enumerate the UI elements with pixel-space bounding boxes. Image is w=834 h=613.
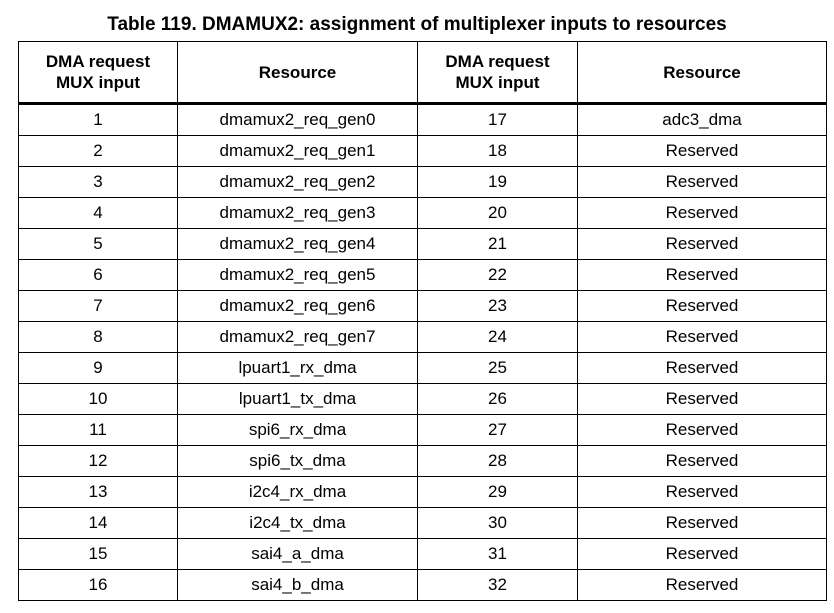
table-row (19, 322, 827, 353)
cell-resource: lpuart1_rx_dma (178, 353, 418, 384)
cell-resource: spi6_rx_dma (178, 415, 418, 446)
cell-mux-input: 12 (19, 446, 178, 477)
cell-mux-input: 32 (418, 570, 578, 601)
cell-mux-input: 15 (19, 539, 178, 570)
cell-resource: Reserved (578, 260, 827, 291)
table-row (19, 104, 827, 136)
table-row (19, 384, 827, 415)
cell-mux-input: 10 (19, 384, 178, 415)
header-mux-input-2 (418, 42, 578, 104)
cell-resource: lpuart1_tx_dma (178, 384, 418, 415)
cell-mux-input: 6 (19, 260, 178, 291)
table-row (19, 260, 827, 291)
cell-mux-input: 19 (418, 167, 578, 198)
cell-mux-input: 2 (19, 136, 178, 167)
header-resource-2 (578, 42, 827, 104)
cell-mux-input: 20 (418, 198, 578, 229)
table-row (19, 353, 827, 384)
table-title: Table 119. DMAMUX2: assignment of multiplexer inputs to resources (107, 14, 727, 35)
cell-mux-input: 5 (19, 229, 178, 260)
cell-resource: Reserved (578, 198, 827, 229)
cell-resource: Reserved (578, 291, 827, 322)
table-row (19, 508, 827, 539)
cell-resource: Reserved (578, 322, 827, 353)
cell-resource: dmamux2_req_gen4 (178, 229, 418, 260)
cell-mux-input: 4 (19, 198, 178, 229)
cell-mux-input: 8 (19, 322, 178, 353)
cell-resource: adc3_dma (578, 104, 827, 136)
table-row (19, 291, 827, 322)
cell-mux-input: 18 (418, 136, 578, 167)
cell-resource: sai4_a_dma (178, 539, 418, 570)
cell-mux-input: 30 (418, 508, 578, 539)
cell-resource: i2c4_rx_dma (178, 477, 418, 508)
cell-resource: Reserved (578, 508, 827, 539)
cell-mux-input: 25 (418, 353, 578, 384)
cell-resource: dmamux2_req_gen1 (178, 136, 418, 167)
cell-resource: Reserved (578, 229, 827, 260)
cell-resource: Reserved (578, 384, 827, 415)
cell-mux-input: 22 (418, 260, 578, 291)
header-resource-1 (178, 42, 418, 104)
table-row (19, 167, 827, 198)
cell-resource: dmamux2_req_gen3 (178, 198, 418, 229)
header-text: DMA request MUX input (45, 52, 151, 92)
cell-mux-input: 7 (19, 291, 178, 322)
header-text: DMA request MUX input (445, 52, 550, 92)
cell-mux-input: 21 (418, 229, 578, 260)
cell-mux-input: 31 (418, 539, 578, 570)
cell-resource: Reserved (578, 167, 827, 198)
cell-mux-input: 17 (418, 104, 578, 136)
cell-resource: Reserved (578, 539, 827, 570)
table-row (19, 136, 827, 167)
cell-mux-input: 3 (19, 167, 178, 198)
table-row (19, 477, 827, 508)
header-text: Resource (663, 62, 741, 82)
cell-resource: Reserved (578, 477, 827, 508)
cell-resource: dmamux2_req_gen0 (178, 104, 418, 136)
cell-resource: dmamux2_req_gen7 (178, 322, 418, 353)
cell-resource: i2c4_tx_dma (178, 508, 418, 539)
table-row (19, 415, 827, 446)
cell-resource: dmamux2_req_gen5 (178, 260, 418, 291)
cell-mux-input: 1 (19, 104, 178, 136)
table-row (19, 198, 827, 229)
cell-mux-input: 24 (418, 322, 578, 353)
cell-resource: spi6_tx_dma (178, 446, 418, 477)
header-mux-input-1 (19, 42, 178, 104)
cell-mux-input: 14 (19, 508, 178, 539)
table-row (19, 446, 827, 477)
cell-resource: dmamux2_req_gen2 (178, 167, 418, 198)
cell-mux-input: 11 (19, 415, 178, 446)
cell-mux-input: 28 (418, 446, 578, 477)
cell-mux-input: 23 (418, 291, 578, 322)
cell-mux-input: 26 (418, 384, 578, 415)
cell-resource: dmamux2_req_gen6 (178, 291, 418, 322)
cell-resource: Reserved (578, 136, 827, 167)
cell-mux-input: 16 (19, 570, 178, 601)
table-row (19, 539, 827, 570)
header-row (19, 42, 827, 104)
cell-mux-input: 13 (19, 477, 178, 508)
table-body (19, 104, 827, 601)
header-text: Resource (258, 62, 337, 82)
cell-resource: sai4_b_dma (178, 570, 418, 601)
cell-resource: Reserved (578, 353, 827, 384)
table-row (19, 570, 827, 601)
cell-mux-input: 29 (418, 477, 578, 508)
table-row (19, 229, 827, 260)
cell-mux-input: 9 (19, 353, 178, 384)
dmamux2-assignment-table (18, 41, 827, 601)
cell-mux-input: 27 (418, 415, 578, 446)
cell-resource: Reserved (578, 415, 827, 446)
cell-resource: Reserved (578, 446, 827, 477)
cell-resource: Reserved (578, 570, 827, 601)
